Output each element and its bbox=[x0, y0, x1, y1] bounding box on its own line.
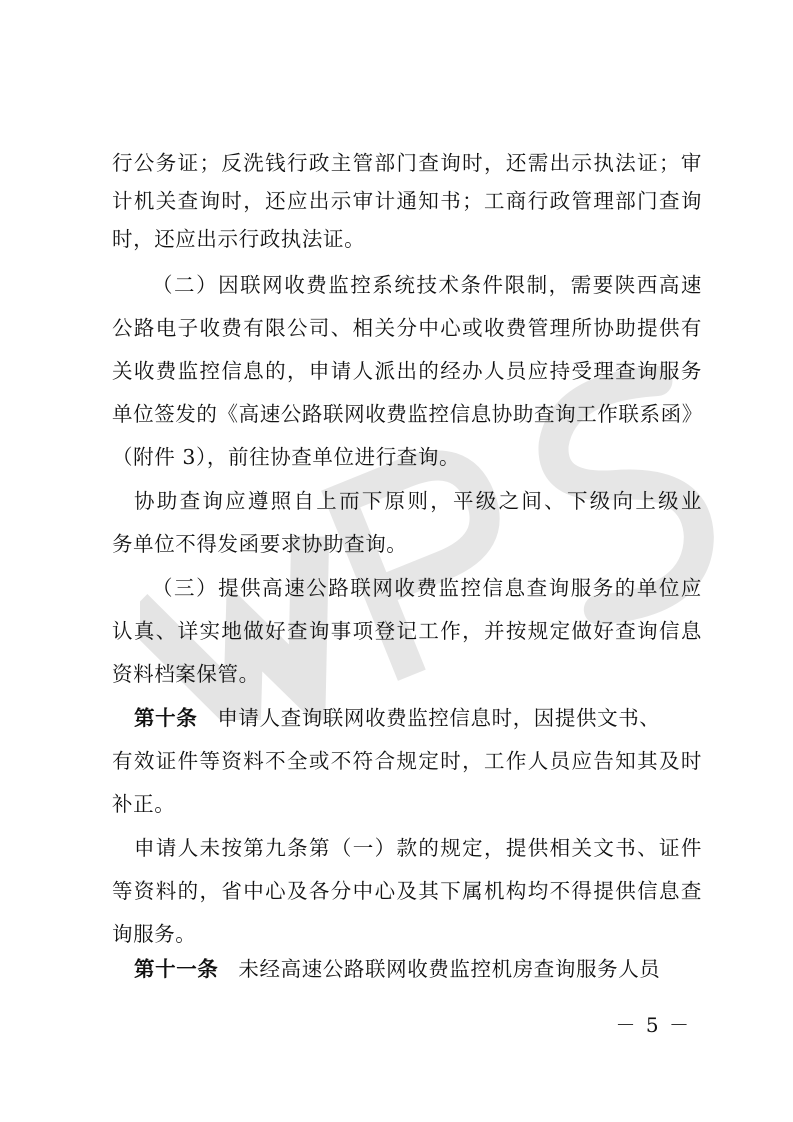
page-number: － 5 － bbox=[615, 1013, 691, 1037]
text-line-1: 行公务证；反洗钱行政主管部门查询时，还需出示执法证；审 bbox=[112, 151, 702, 175]
article-11-line bbox=[134, 952, 702, 986]
text-line-19: 询服务。 bbox=[112, 922, 197, 946]
text-line-5: 公路电子收费有限公司、相关分中心或收费管理所协助提供有 bbox=[112, 316, 702, 340]
text-line-6: 关收费监控信息的，申请人派出的经办人员应持受理查询服务 bbox=[112, 359, 702, 383]
text-line-10: 务单位不得发函要求协助查询。 bbox=[112, 532, 408, 556]
text-line-15: 有效证件等资料不全或不符合规定时，工作人员应告知其及时 bbox=[112, 749, 702, 773]
article-10-heading: 第十条 bbox=[134, 706, 198, 730]
text-line-12: 认真、详实地做好查询事项登记工作，并按规定做好查询信息 bbox=[112, 619, 702, 643]
text-line-9: 协助查询应遵照自上而下原则，平级之间、下级向上级业 bbox=[134, 489, 702, 513]
text-line-3: 时，还应出示行政执法证。 bbox=[112, 227, 366, 251]
text-line-8: （附件 3），前往协查单位进行查询。 bbox=[112, 445, 461, 469]
text-line-17: 申请人未按第九条第（一）款的规定，提供相关文书、证件 bbox=[134, 836, 702, 860]
text-line-18: 等资料的，省中心及各分中心及其下属机构均不得提供信息查 bbox=[112, 879, 702, 903]
text-line-7: 单位签发的《高速公路联网收费监控信息协助查询工作联系函》 bbox=[112, 402, 703, 426]
text-line-11: （三）提供高速公路联网收费监控信息查询服务的单位应 bbox=[152, 576, 702, 600]
text-line-16: 补正。 bbox=[112, 792, 176, 816]
text-line-13: 资料档案保管。 bbox=[112, 662, 260, 686]
article-11-heading: 第十一条 bbox=[134, 957, 219, 981]
text-line-20: 未经高速公路联网收费监控机房查询服务人员 bbox=[238, 957, 661, 981]
text-line-2: 计机关查询时，还应出示审计通知书；工商行政管理部门查询 bbox=[112, 189, 702, 213]
article-10-line bbox=[134, 701, 702, 735]
text-line-14: 申请人查询联网收费监控信息时，因提供文书、 bbox=[217, 706, 661, 730]
text-line-4: （二）因联网收费监控系统技术条件限制，需要陕西高速 bbox=[152, 273, 702, 297]
